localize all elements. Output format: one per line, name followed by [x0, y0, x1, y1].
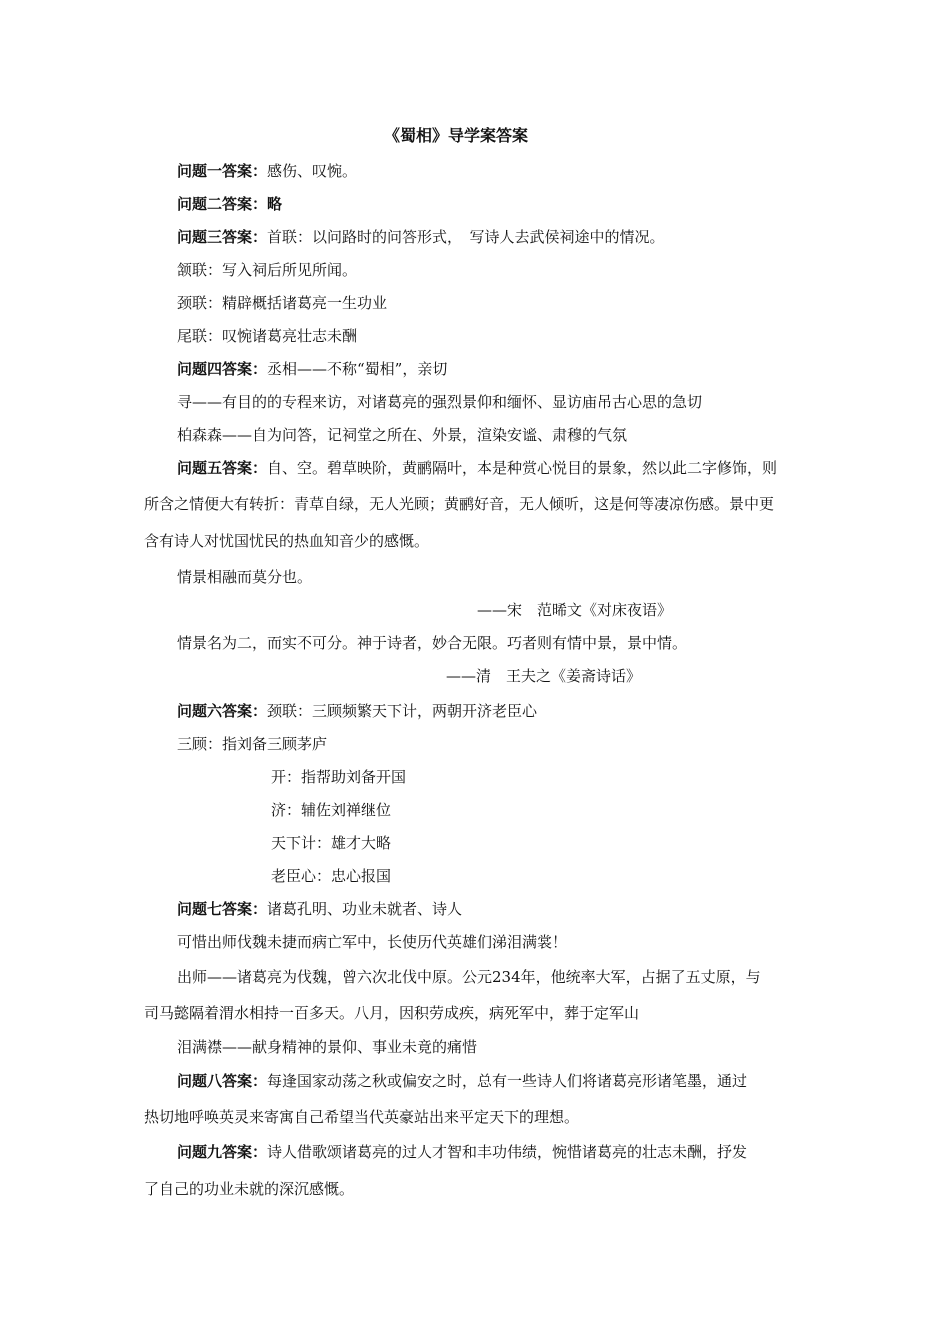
answer-7-text: 诸葛孔明、功业未就者、诗人	[267, 900, 463, 918]
answer-5-line: 含有诗人对忧国忧民的热血知音少的感慨。	[144, 532, 430, 550]
answer-3	[177, 227, 665, 247]
answer-6-line: 天下计：雄才大略	[271, 834, 392, 852]
answer-1-label: 问题一答案：	[177, 162, 268, 180]
answer-1	[177, 161, 357, 181]
answer-1-text: 感伤、叹惋。	[267, 162, 358, 180]
answer-8-line: 热切地呼唤英灵来寄寓自己希望当代英豪站出来平定天下的理想。	[144, 1108, 580, 1126]
answer-9-text: 诗人借歌颂诸葛亮的过人才智和丰功伟绩，惋惜诸葛亮的壮志未酬，抒发	[267, 1143, 748, 1161]
answer-7-line: 出师——诸葛亮为伐魏，曾六次北伐中原。公元234年，他统率大军，占据了五丈原，与	[177, 968, 761, 986]
answer-9-label: 问题九答案：	[177, 1143, 268, 1161]
answer-3-line: 颔联：写入祠后所见所闻。	[177, 261, 358, 279]
answer-5-line: 所含之情便大有转折：青草自绿，无人光顾；黄鹂好音，无人倾听，这是何等凄凉伤感。景中更	[144, 495, 775, 513]
answer-2-label: 问题二答案：	[177, 195, 268, 213]
answer-4-line: 柏森森——自为问答，记祠堂之所在、外景，渲染安谧、肃穆的气氛	[177, 426, 628, 444]
answer-5	[177, 458, 777, 478]
answer-5-text: 自、空。碧草映阶，黄鹂隔叶，本是种赏心悦目的景象，然以此二字修饰，则	[267, 459, 778, 477]
answer-3-line: 尾联：叹惋诸葛亮壮志未酬	[177, 327, 358, 345]
answer-9	[177, 1142, 747, 1162]
answer-5-label: 问题五答案：	[177, 459, 268, 477]
answer-7-line: 司马懿隔着渭水相持一百多天。八月，因积劳成疾，病死军中，葬于定军山	[144, 1004, 640, 1022]
answer-7-label: 问题七答案：	[177, 900, 268, 918]
answer-8-label: 问题八答案：	[177, 1072, 268, 1090]
answer-6-line: 三顾：指刘备三顾茅庐	[177, 735, 328, 753]
answer-6-line: 老臣心：忠心报国	[271, 867, 392, 885]
answer-7-line: 泪满襟——献身精神的景仰、事业未竟的痛惜	[177, 1038, 478, 1056]
answer-4	[177, 359, 447, 379]
answer-7-line: 可惜出师伐魏未捷而病亡军中，长使历代英雄们涕泪满裳！	[177, 933, 568, 951]
answer-4-label: 问题四答案：	[177, 360, 268, 378]
document-title: 《蜀相》导学案答案	[384, 126, 529, 145]
answer-6-line: 开：指帮助刘备开国	[271, 768, 407, 786]
answer-3-label: 问题三答案：	[177, 228, 268, 246]
answer-3-text: 首联：以问路时的问答形式， 写诗人去武侯祠途中的情况。	[267, 228, 665, 246]
answer-7	[177, 899, 462, 919]
answer-4-text: 丞相——不称“蜀相”，亲切	[267, 360, 448, 378]
answer-6-text: 颈联：三顾频繁天下计，两朝开济老臣心	[267, 702, 538, 720]
answer-2	[177, 194, 282, 214]
answer-8	[177, 1071, 747, 1091]
answer-6	[177, 701, 537, 721]
answer-3-line: 颈联：精辟概括诸葛亮一生功业	[177, 294, 388, 312]
quote-2-source: ——清 王夫之《姜斋诗话》	[446, 667, 642, 685]
answer-6-label: 问题六答案：	[177, 702, 268, 720]
answer-8-text: 每逢国家动荡之秋或偏安之时，总有一些诗人们将诸葛亮形诸笔墨，通过	[267, 1072, 748, 1090]
quote-1-source: ——宋 范晞文《对床夜语》	[477, 601, 673, 619]
quote-1: 情景相融而莫分也。	[177, 568, 313, 586]
answer-9-line: 了自己的功业未就的深沉感慨。	[144, 1180, 355, 1198]
answer-4-line: 寻——有目的的专程来访，对诸葛亮的强烈景仰和缅怀、显访庙吊古心思的急切	[177, 393, 703, 411]
answer-6-line: 济：辅佐刘禅继位	[271, 801, 392, 819]
quote-2: 情景名为二，而实不可分。神于诗者，妙合无限。巧者则有情中景，景中情。	[177, 634, 688, 652]
answer-2-text: 略	[267, 195, 283, 213]
